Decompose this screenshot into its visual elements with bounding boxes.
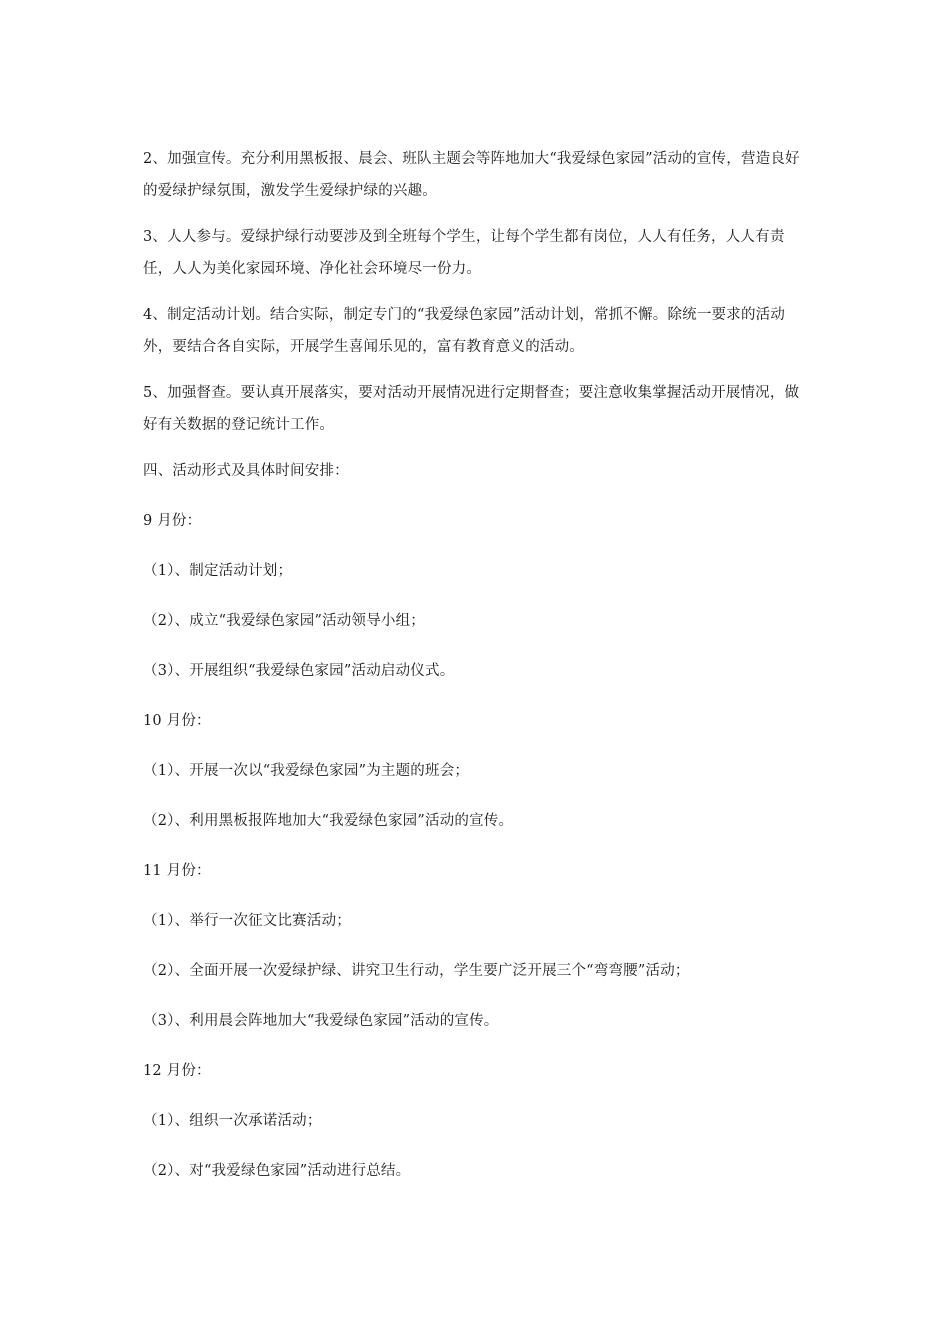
list-item: （1）、举行一次征文比赛活动； xyxy=(143,913,351,929)
list-item: （2）、利用黑板报阵地加大“我爱绿色家园”活动的宣传。 xyxy=(143,813,514,829)
list-item: （2）、对“我爱绿色家园”活动进行总结。 xyxy=(143,1163,411,1179)
paragraph-publicity: 2、加强宣传。充分利用黑板报、晨会、班队主题会等阵地加大“我爱绿色家园”活动的宣传，营造良好的爱绿护绿氛围，激发学生爱绿护绿的兴趣。 xyxy=(143,151,800,199)
list-item: （2）、成立“我爱绿色家园”活动领导小组； xyxy=(143,613,425,629)
list-item: （1）、制定活动计划； xyxy=(143,563,293,579)
list-item: （1）、组织一次承诺活动； xyxy=(143,1113,322,1129)
month-heading-december: 12 月份： xyxy=(143,1063,211,1079)
list-item: （1）、开展一次以“我爱绿色家园”为主题的班会； xyxy=(143,763,470,779)
month-heading-november: 11 月份： xyxy=(143,863,211,879)
paragraph-participation: 3、人人参与。爱绿护绿行动要涉及到全班每个学生，让每个学生都有岗位，人人有任务，人人有责任，人人为美化家园环境、净化社会环境尽一份力。 xyxy=(143,229,785,277)
paragraph-activity-plan: 4、制定活动计划。结合实际，制定专门的“我爱绿色家园”活动计划，常抓不懈。除统一要求的活动外，要结合各自实际，开展学生喜闻乐见的，富有教育意义的活动。 xyxy=(143,307,786,355)
document-page xyxy=(143,143,813,1205)
list-item: （3）、开展组织“我爱绿色家园”活动启动仪式。 xyxy=(143,663,455,679)
paragraph-supervision: 5、加强督查。要认真开展落实，要对活动开展情况进行定期督查；要注意收集掌握活动开展情况，做好有关数据的登记统计工作。 xyxy=(143,385,800,433)
month-heading-september: 9 月份： xyxy=(143,513,202,529)
month-heading-october: 10 月份： xyxy=(143,713,211,729)
list-item: （3）、利用晨会阵地加大“我爱绿色家园”活动的宣传。 xyxy=(143,1013,499,1029)
section-heading-schedule: 四、活动形式及具体时间安排： xyxy=(143,463,349,479)
list-item: （2）、全面开展一次爱绿护绿、讲究卫生行动，学生要广泛开展三个“弯弯腰”活动； xyxy=(143,963,690,979)
